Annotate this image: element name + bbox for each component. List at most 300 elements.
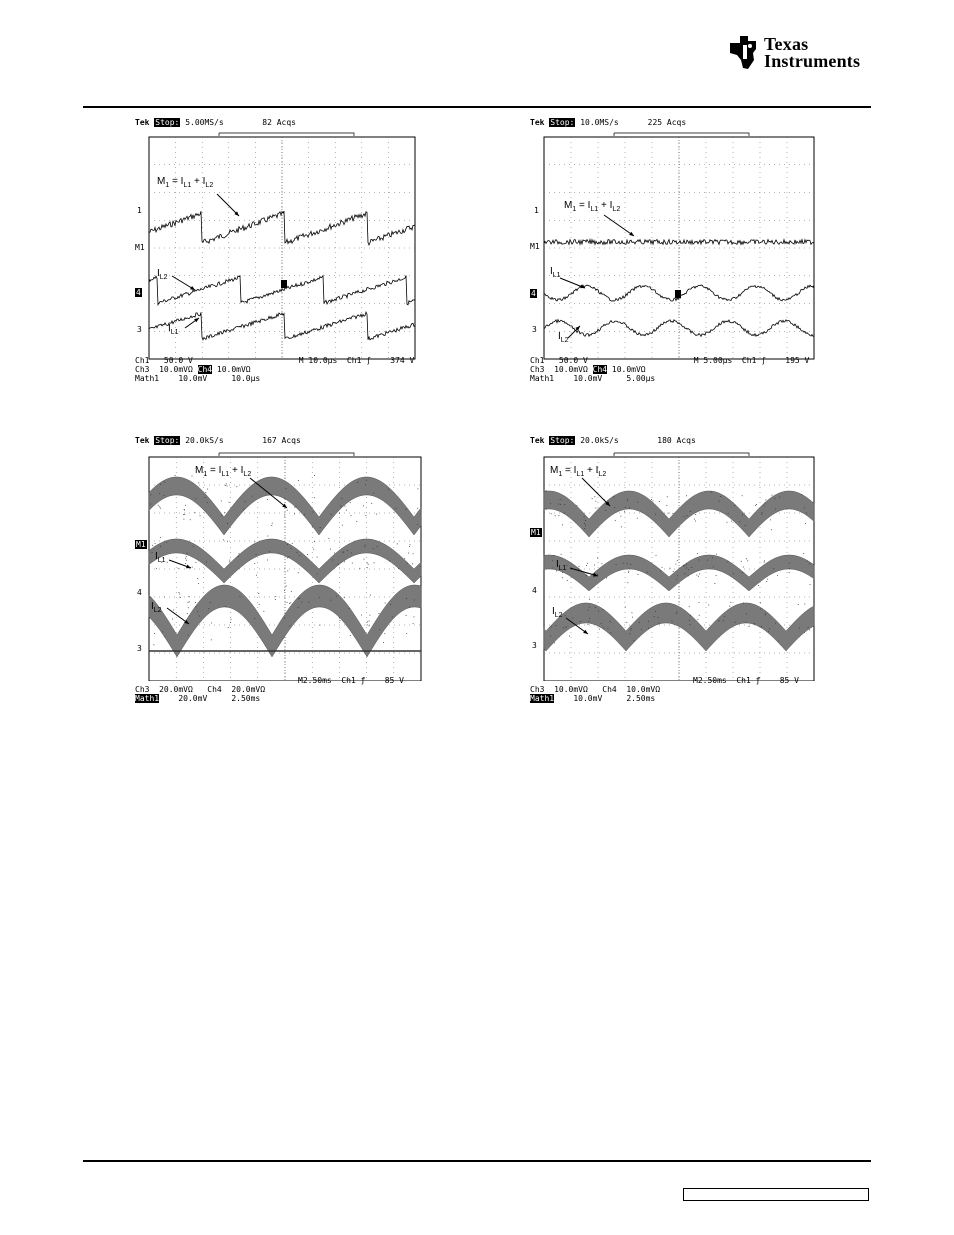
noise-dot [677,560,678,561]
m1-marker: M1 [530,242,540,251]
noise-dot [586,565,587,566]
noise-dot [775,509,776,510]
noise-dot [598,611,599,612]
noise-dot [406,598,407,599]
noise-dot [286,488,287,489]
ch4-marker: 4 [137,588,142,597]
noise-dot [197,578,198,579]
noise-dot [655,514,656,515]
noise-dot [179,593,180,594]
noise-dot [190,519,191,520]
noise-dot [207,488,208,489]
noise-dot [263,611,264,612]
noise-dot [696,574,697,575]
noise-dot [254,541,255,542]
noise-dot [572,617,573,618]
noise-dot [578,566,579,567]
noise-dot [699,602,700,603]
noise-dot [199,616,200,617]
noise-dot [695,521,696,522]
noise-dot [331,514,332,515]
ti-line1: Texas [764,34,809,54]
noise-dot [743,602,744,603]
il1-label: $I_{L1}$ [155,551,166,564]
noise-dot [352,562,353,563]
noise-dot [150,503,151,504]
noise-dot [287,557,288,558]
noise-dot [195,498,196,499]
ti-line2: Instruments [764,51,861,71]
noise-dot [587,563,588,564]
noise-dot [562,577,563,578]
noise-dot [340,506,341,507]
noise-dot [652,500,653,501]
noise-dot [630,630,631,631]
noise-dot [761,514,762,515]
noise-dot [346,510,347,511]
noise-dot [160,546,161,547]
noise-dot [576,505,577,506]
noise-dot [395,508,396,509]
noise-dot [379,613,380,614]
noise-dot [351,552,352,553]
noise-dot [697,553,698,554]
noise-dot [186,556,187,557]
noise-dot [668,513,669,514]
noise-dot [734,505,735,506]
noise-dot [742,572,743,573]
noise-dot [659,501,660,502]
ch3-marker: 3 [137,644,142,653]
noise-dot [409,544,410,545]
noise-dot [291,591,292,592]
noise-dot [259,604,260,605]
noise-dot [629,507,630,508]
noise-dot [290,625,291,626]
noise-dot [312,526,313,527]
noise-dot [666,505,667,506]
noise-dot [229,561,230,562]
noise-dot [225,485,226,486]
noise-dot [729,606,730,607]
noise-dot [288,556,289,557]
noise-dot [578,569,579,570]
noise-dot [716,554,717,555]
noise-dot [254,618,255,619]
scope-footer: Ch1 50.0 V M 10.0µs Ch1 ƒ 374 V Ch3 10.0mVΩ Ch4 10.0mVΩ Math1 10.0mV 10.0µs [135,356,415,383]
noise-dot [390,604,391,605]
noise-dot [164,636,165,637]
noise-dot [660,570,661,571]
noise-dot [658,622,659,623]
noise-dot [718,620,719,621]
noise-dot [409,546,410,547]
noise-dot [298,572,299,573]
noise-dot [716,575,717,576]
noise-dot [688,575,689,576]
noise-dot [699,615,700,616]
noise-dot [200,515,201,516]
noise-dot [175,475,176,476]
noise-dot [295,506,296,507]
noise-dot [243,508,244,509]
noise-dot [210,602,211,603]
noise-dot [673,571,674,572]
noise-dot [627,501,628,502]
noise-dot [546,490,547,491]
noise-dot [178,568,179,569]
noise-dot [187,602,188,603]
noise-dot [746,613,747,614]
noise-dot [156,568,157,569]
noise-dot [728,513,729,514]
noise-dot [298,598,299,599]
m1-marker: M1 [135,243,145,252]
noise-dot [359,568,360,569]
noise-dot [584,516,585,517]
noise-dot [555,625,556,626]
noise-dot [339,620,340,621]
noise-dot [187,553,188,554]
noise-dot [221,501,222,502]
noise-dot [765,614,766,615]
noise-dot [676,579,677,580]
noise-dot [801,494,802,495]
noise-dot [628,572,629,573]
noise-dot [561,554,562,555]
noise-dot [227,541,228,542]
noise-dot [689,624,690,625]
noise-dot [420,566,421,567]
noise-dot [770,519,771,520]
noise-dot [552,560,553,561]
noise-dot [252,496,253,497]
noise-dot [373,548,374,549]
record-bracket [614,133,749,136]
noise-dot [367,621,368,622]
noise-dot [637,518,638,519]
noise-dot [662,567,663,568]
noise-dot [334,552,335,553]
noise-dot [417,524,418,525]
noise-dot [768,631,769,632]
trigger-marker [675,290,681,298]
noise-dot [286,586,287,587]
noise-dot [367,567,368,568]
noise-dot [565,615,566,616]
noise-dot [760,602,761,603]
noise-dot [290,602,291,603]
noise-dot [806,512,807,513]
noise-dot [605,510,606,511]
noise-dot [594,565,595,566]
noise-dot [742,515,743,516]
noise-dot [164,482,165,483]
noise-dot [624,511,625,512]
noise-dot [554,555,555,556]
noise-dot [606,578,607,579]
ti-emblem-icon [726,33,762,71]
noise-dot [805,523,806,524]
noise-dot [284,618,285,619]
m1-label: $M_1 = I_{L1} + I_{L2}$ [157,176,214,189]
noise-dot [231,619,232,620]
noise-dot [162,631,163,632]
noise-dot [647,572,648,573]
m1-marker: M1 [136,540,146,549]
noise-dot [221,515,222,516]
noise-dot [684,516,685,517]
noise-dot [369,615,370,616]
noise-dot [369,621,370,622]
noise-dot [238,556,239,557]
noise-dot [658,617,659,618]
noise-dot [610,632,611,633]
noise-dot [626,622,627,623]
noise-dot [296,552,297,553]
noise-dot [628,571,629,572]
noise-dot [608,628,609,629]
noise-dot [766,581,767,582]
noise-dot [344,597,345,598]
noise-dot [675,564,676,565]
noise-dot [567,580,568,581]
noise-dot [307,554,308,555]
noise-dot [150,494,151,495]
noise-dot [789,563,790,564]
noise-dot [366,480,367,481]
noise-dot [589,618,590,619]
noise-dot [301,602,302,603]
noise-dot [689,620,690,621]
noise-dot [708,604,709,605]
noise-dot [389,560,390,561]
noise-dot [339,513,340,514]
noise-dot [585,520,586,521]
noise-dot [774,498,775,499]
noise-dot [627,582,628,583]
noise-dot [749,626,750,627]
noise-dot [384,633,385,634]
noise-dot [676,613,677,614]
noise-dot [365,545,366,546]
noise-dot [229,560,230,561]
noise-dot [648,621,649,622]
noise-dot [625,607,626,608]
noise-dot [603,609,604,610]
noise-dot [723,620,724,621]
footer-rule [83,1160,871,1162]
noise-dot [563,627,564,628]
scope-bottom-left [135,436,425,711]
noise-dot [804,632,805,633]
noise-dot [272,523,273,524]
noise-dot [629,633,630,634]
ch1-marker: 1 [137,206,142,215]
noise-dot [627,563,628,564]
noise-dot [769,628,770,629]
noise-dot [711,492,712,493]
noise-dot [558,504,559,505]
noise-dot [342,552,343,553]
trigger-marker [281,280,287,288]
noise-dot [580,621,581,622]
noise-dot [193,546,194,547]
noise-dot [690,511,691,512]
noise-dot [676,612,677,613]
il1-label: $I_{L1}$ [550,266,561,279]
noise-dot [256,554,257,555]
noise-dot [275,596,276,597]
noise-dot [746,622,747,623]
noise-dot [562,572,563,573]
noise-dot [155,543,156,544]
noise-dot [367,562,368,563]
noise-dot [761,626,762,627]
noise-dot [404,558,405,559]
noise-dot [286,602,287,603]
noise-dot [158,505,159,506]
noise-dot [587,624,588,625]
noise-dot [610,621,611,622]
scope-header: Tek Stop: 20.0kS/s 167 Acqs [135,436,301,445]
noise-dot [314,541,315,542]
noise-dot [228,627,229,628]
noise-dot [588,621,589,622]
noise-dot [398,568,399,569]
noise-dot [754,623,755,624]
ch4-marker: 4 [136,288,141,297]
noise-dot [809,563,810,564]
noise-dot [271,525,272,526]
noise-dot [414,599,415,600]
ch3-marker: 3 [532,641,537,650]
noise-dot [686,567,687,568]
noise-dot [350,635,351,636]
noise-dot [206,562,207,563]
noise-dot [777,575,778,576]
noise-dot [379,629,380,630]
noise-dot [294,507,295,508]
noise-dot [586,575,587,576]
noise-dot [585,525,586,526]
scope-footer: M2.50ms Ch1 ƒ 85 V Ch3 20.0mVΩ Ch4 20.0mVΩ Math1 20.0mV 2.50ms [135,676,404,703]
noise-dot [560,504,561,505]
noise-dot [764,562,765,563]
noise-dot [651,499,652,500]
noise-dot [223,539,224,540]
noise-dot [299,598,300,599]
noise-dot [173,610,174,611]
noise-dot [655,611,656,612]
noise-dot [388,489,389,490]
noise-dot [367,624,368,625]
noise-dot [564,504,565,505]
noise-dot [211,639,212,640]
noise-dot [312,511,313,512]
noise-dot [724,616,725,617]
m1-label: $M_1 = I_{L1} + I_{L2}$ [564,200,621,213]
noise-dot [620,516,621,517]
noise-dot [637,502,638,503]
noise-dot [765,499,766,500]
footer-box [683,1188,869,1201]
noise-dot [413,623,414,624]
noise-dot [406,615,407,616]
noise-dot [597,558,598,559]
noise-dot [364,559,365,560]
ch4-marker: 4 [531,289,536,298]
noise-dot [397,543,398,544]
ch3-marker: 3 [137,325,142,334]
noise-dot [339,618,340,619]
noise-dot [188,607,189,608]
noise-dot [798,604,799,605]
noise-dot [342,525,343,526]
noise-dot [741,561,742,562]
noise-dot [589,599,590,600]
noise-dot [742,495,743,496]
noise-dot [167,562,168,563]
noise-dot [656,555,657,556]
m1-label: $M_1 = I_{L1} + I_{L2}$ [550,465,607,478]
noise-dot [357,482,358,483]
noise-dot [613,496,614,497]
record-bracket [219,453,354,456]
noise-dot [350,515,351,516]
noise-dot [313,549,314,550]
noise-dot [385,603,386,604]
noise-dot [564,513,565,514]
noise-dot [152,552,153,553]
noise-dot [550,635,551,636]
noise-dot [687,515,688,516]
noise-dot [183,514,184,515]
noise-dot [745,525,746,526]
noise-dot [317,557,318,558]
noise-dot [376,514,377,515]
noise-dot [778,641,779,642]
noise-dot [187,613,188,614]
noise-dot [735,622,736,623]
noise-dot [239,553,240,554]
record-bracket [219,133,354,136]
noise-dot [166,542,167,543]
noise-dot [211,623,212,624]
noise-dot [347,550,348,551]
noise-dot [771,495,772,496]
noise-dot [558,515,559,516]
scope-header: Tek Stop: 20.0kS/s 180 Acqs [530,436,696,445]
noise-dot [615,520,616,521]
scope-display [530,118,820,368]
noise-dot [195,562,196,563]
ch4-marker: 4 [532,586,537,595]
noise-dot [621,526,622,527]
noise-dot [560,499,561,500]
noise-dot [633,640,634,641]
noise-dot [810,584,811,585]
noise-dot [406,633,407,634]
m1-label: $M_1 = I_{L1} + I_{L2}$ [195,465,252,478]
noise-dot [417,508,418,509]
noise-dot [550,503,551,504]
noise-dot [224,512,225,513]
noise-dot [330,549,331,550]
noise-dot [670,568,671,569]
noise-dot [667,496,668,497]
noise-dot [743,566,744,567]
